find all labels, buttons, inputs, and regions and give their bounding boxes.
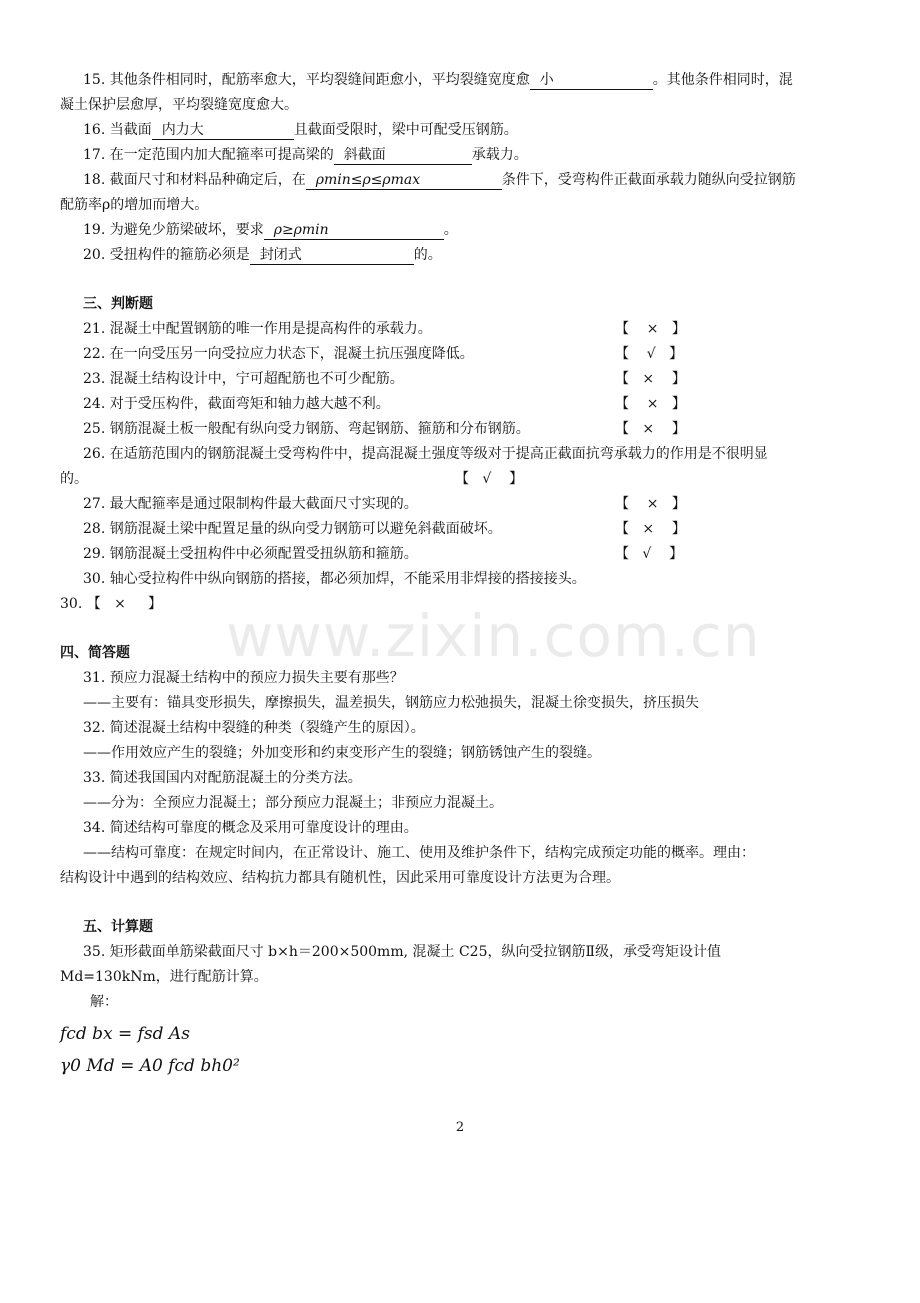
answer-blank-17: 斜截面 [334,147,472,165]
answer-33: ——分为：全预应力混凝土；部分预应力混凝土；非预应力混凝土。 [83,795,503,811]
question-17: 17. 在一定范围内加大配箍率可提高梁的 斜截面 承载力。 [83,147,528,163]
question-31: 31. 预应力混凝土结构中的预应力损失主要有那些？ [83,670,404,686]
judgment-mark-22: 【 √ 】 [615,346,684,362]
answer-34-cont: 结构设计中遇到的结构效应、结构抗力都具有随机性，因此采用可靠度设计方法更为合理。 [60,870,620,886]
formula-equilibrium: fcd bx = fsd As [60,1024,190,1044]
solution-label: 解： [90,994,118,1010]
section-title-short-answer: 四、简答题 [60,645,130,661]
page-number: 2 [455,1120,465,1135]
judgment-item-24: 24. 对于受压构件，截面弯矩和轴力越大越不利。 [83,396,390,412]
judgment-item-21: 21. 混凝土中配置钢筋的唯一作用是提高构件的承载力。 [83,321,432,337]
judgment-mark-21: 【 × 】 [615,321,686,337]
judgment-item-25: 25. 钢筋混凝土板一般配有纵向受力钢筋、弯起钢筋、箍筋和分布钢筋。 [83,421,530,437]
answer-34: ——结构可靠度：在规定时间内，在正常设计、施工、使用及维护条件下，结构完成预定功能的概率。理由： [83,845,755,861]
question-15: 15. 其他条件相同时，配筋率愈大，平均裂缝间距愈小，平均裂缝宽度愈 小 。其他条件相同时，混 [83,72,793,88]
answer-blank-20: 封闭式 [250,247,414,265]
judgment-item-22: 22. 在一向受压另一向受拉应力状态下，混凝土抗压强度降低。 [83,346,474,362]
answer-blank-16: 内力大 [152,122,294,140]
question-32: 32. 简述混凝土结构中裂缝的种类（裂缝产生的原因）。 [83,720,425,736]
question-16: 16. 当截面 内力大 且截面受限时，梁中可配受压钢筋。 [83,122,518,138]
watermark: www.zixin.com.cn [226,602,761,670]
judgment-item-28: 28. 钢筋混凝土梁中配置足量的纵向受力钢筋可以避免斜截面破坏。 [83,521,502,537]
question-33: 33. 简述我国国内对配筋混凝土的分类方法。 [83,770,362,786]
formula-moment: γ0 Md = A0 fcd bh0² [60,1056,240,1076]
judgment-item-27: 27. 最大配箍率是通过限制构件最大截面尺寸实现的。 [83,496,418,512]
judgment-item-23: 23. 混凝土结构设计中，宁可超配筋也不可少配筋。 [83,371,404,387]
judgment-item-26-cont: 的。 [60,471,88,487]
question-35: 35. 矩形截面单筋梁截面尺寸 b×h＝200×500mm, 混凝土 C25，纵向受拉钢筋Ⅱ级，承受弯矩设计值 [83,944,721,960]
judgment-mark-25: 【 × 】 [615,421,686,437]
judgment-item-30: 30. 轴心受拉构件中纵向钢筋的搭接，都必须加焊，不能采用非焊接的搭接接头。 [83,571,586,587]
answer-31: ——主要有：锚具变形损失，摩擦损失，温差损失，钢筋应力松弛损失，混凝土徐变损失，挤压损失 [83,695,699,711]
judgment-mark-28: 【 × 】 [615,521,686,537]
answer-blank-18: ρmin≤ρ≤ρmax [306,172,502,190]
answer-blank-19: ρ≥ρmin [264,222,444,240]
question-18-cont: 配筋率ρ的增加而增大。 [60,197,209,213]
judgment-mark-29: 【 √ 】 [615,546,684,562]
judgment-item-26: 26. 在适筋范围内的钢筋混凝土受弯构件中，提高混凝土强度等级对于提高正截面抗弯承载力的作用是不很明显 [83,446,768,462]
question-35-cont: Md=130kNm，进行配筋计算。 [60,969,268,985]
section-title-calculation: 五、计算题 [83,919,153,935]
judgment-mark-23: 【 × 】 [615,371,686,387]
judgment-item-29: 29. 钢筋混凝土受扭构件中必须配置受扭纵筋和箍筋。 [83,546,418,562]
answer-32: ——作用效应产生的裂缝；外加变形和约束变形产生的裂缝；钢筋锈蚀产生的裂缝。 [83,745,601,761]
question-19: 19. 为避免少筋梁破坏，要求 ρ≥ρmin 。 [83,222,458,238]
judgment-mark-30: 30. 【 × 】 [60,596,163,612]
question-18: 18. 截面尺寸和材料品种确定后，在 ρmin≤ρ≤ρmax 条件下，受弯构件正截面承载力随纵向受拉钢筋 [83,172,796,188]
question-20: 20. 受扭构件的箍筋必须是 封闭式 的。 [83,247,442,263]
judgment-mark-27: 【 × 】 [615,496,686,512]
question-34: 34. 简述结构可靠度的概念及采用可靠度设计的理由。 [83,820,418,836]
answer-blank-15: 小 [530,72,653,90]
question-15-cont: 凝土保护层愈厚，平均裂缝宽度愈大。 [60,97,298,113]
judgment-mark-26: 【 √ 】 [455,471,524,487]
section-title-judgment: 三、判断题 [83,296,153,312]
judgment-mark-24: 【 × 】 [615,396,686,412]
